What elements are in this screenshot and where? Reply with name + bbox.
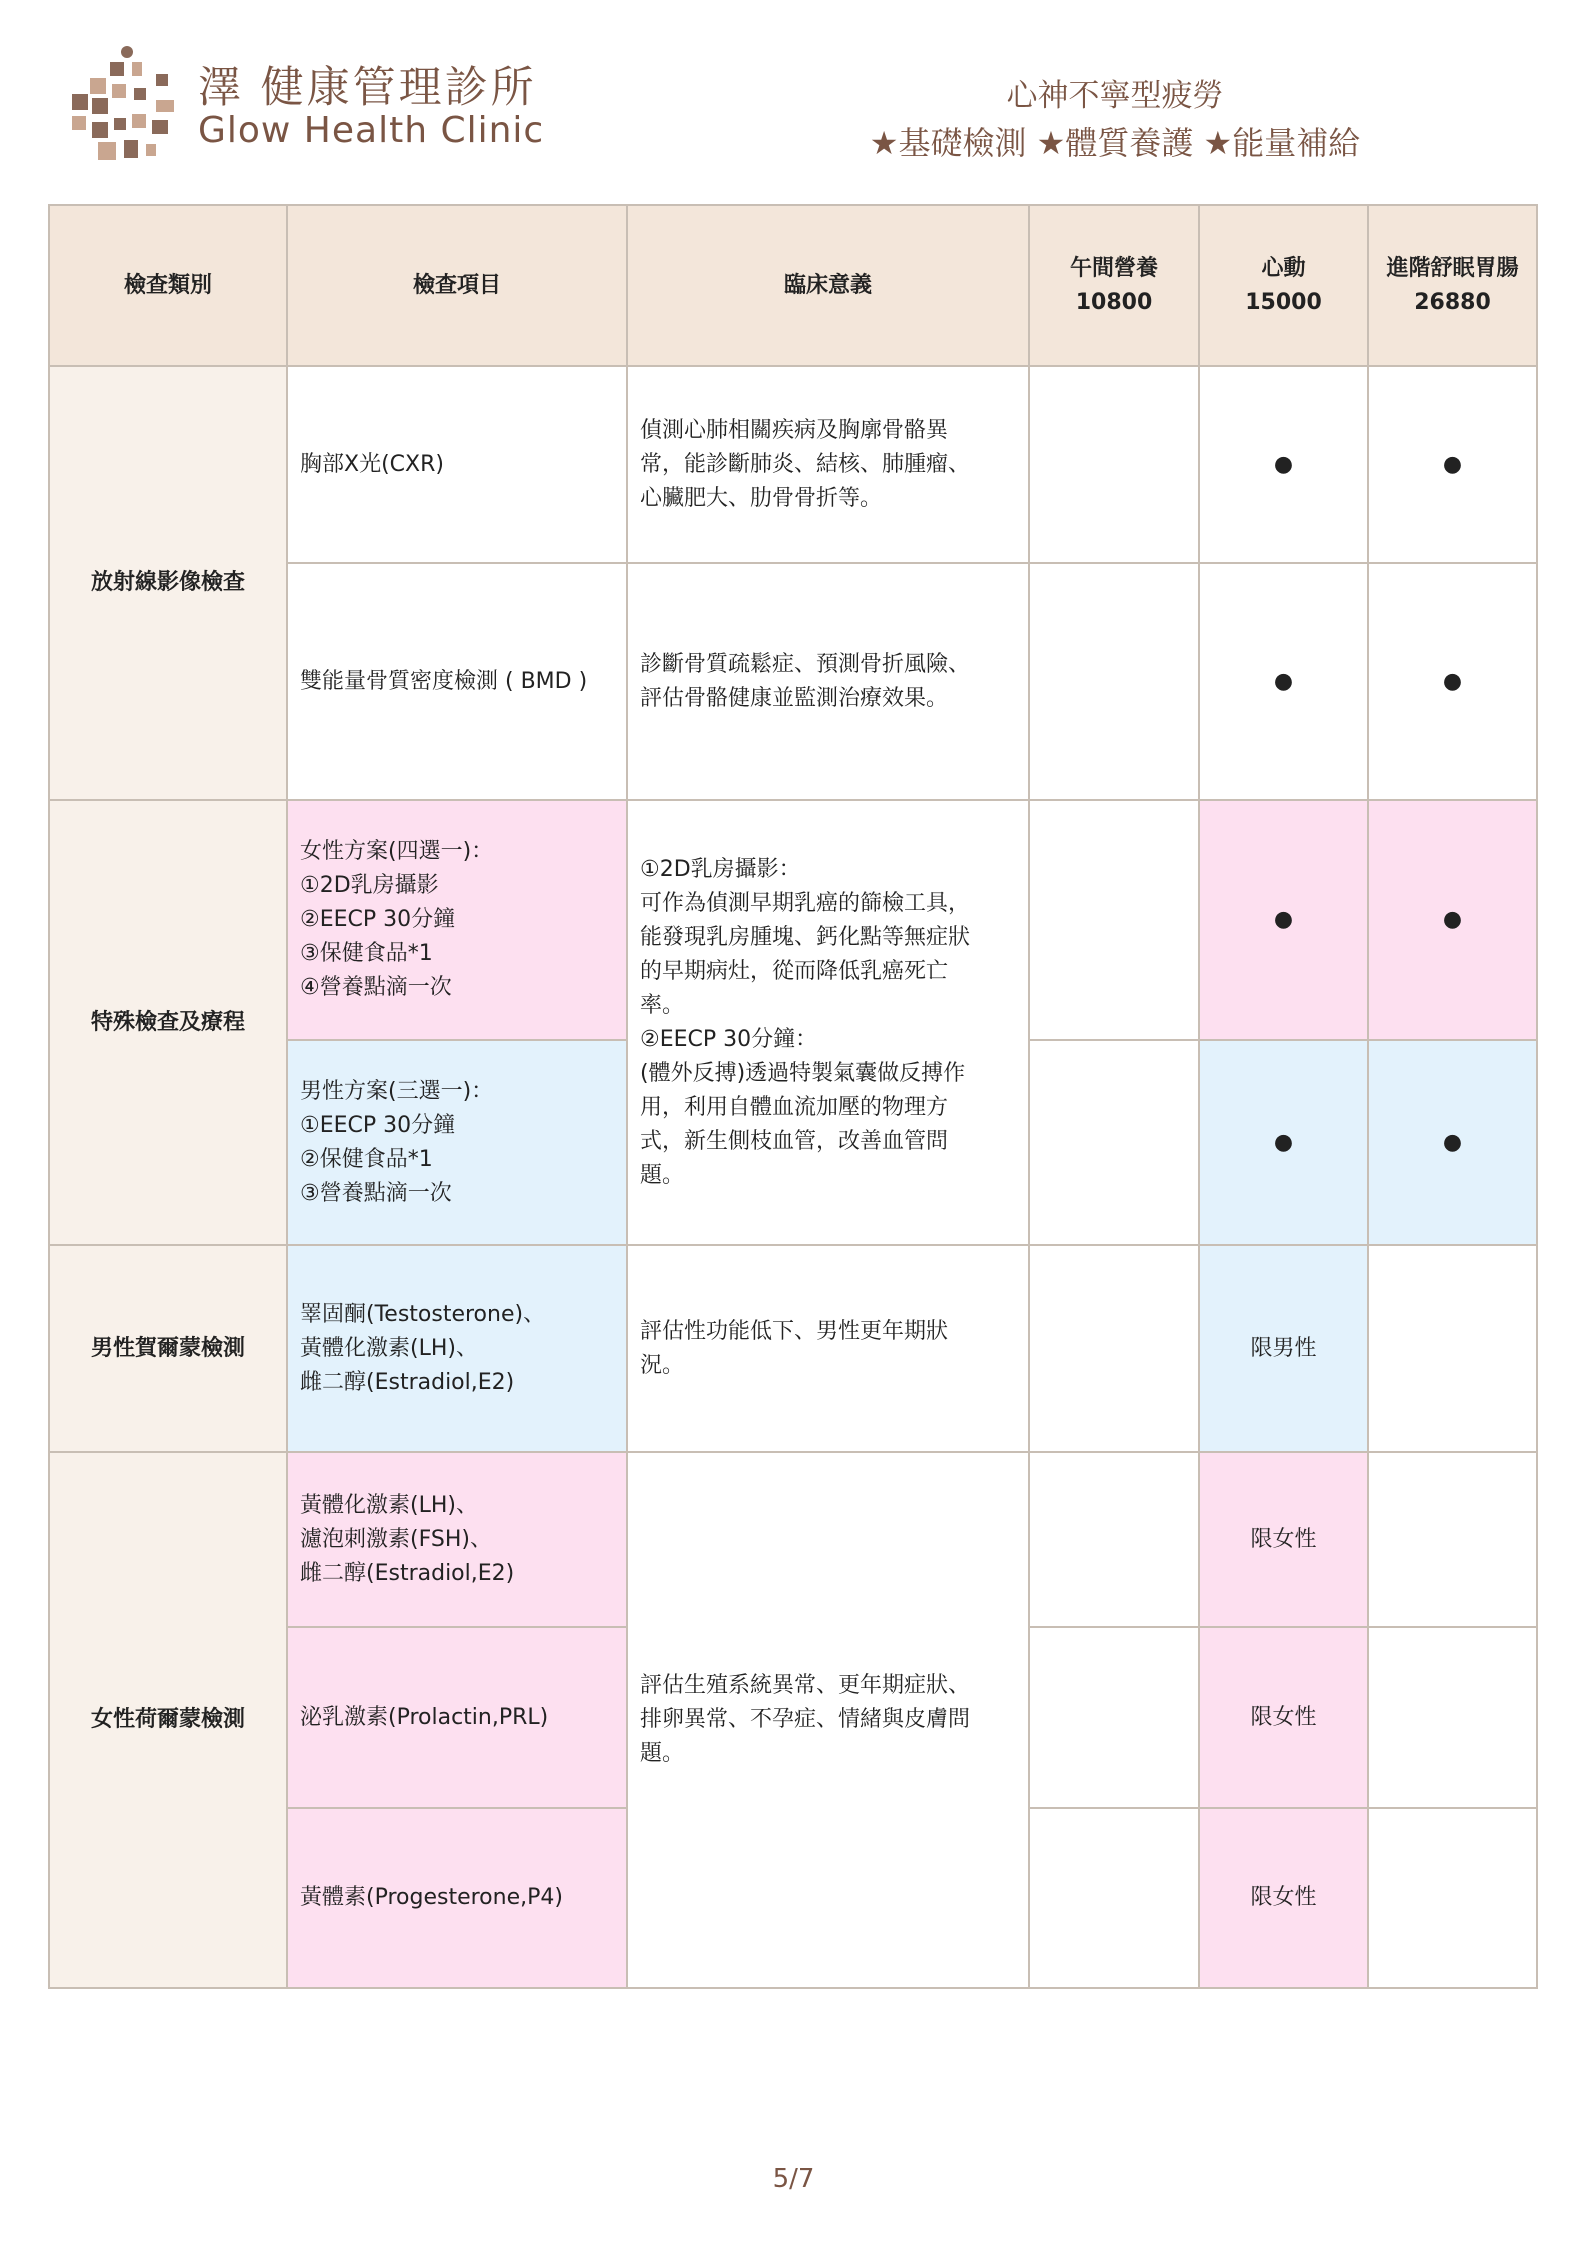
item-female-plan: 女性方案(四選一)： ①2D乳房攝影 ②EECP 30分鐘 ③保健食品*1 ④營養點滴一次 — [287, 800, 627, 1040]
item-male-plan: 男性方案(三選一)： ①EECP 30分鐘 ②保健食品*1 ③營養點滴一次 — [287, 1040, 627, 1245]
female-hormone-2-pkg2-label: 限女性 — [1199, 1627, 1368, 1808]
category-male-hormone: 男性賀爾蒙檢測 — [49, 1245, 287, 1452]
female-plan-pkg2-dot: ● — [1199, 800, 1368, 1040]
male-hormone-pkg3-cell — [1368, 1245, 1537, 1452]
plan-title: 心神不寧型疲勞 — [1006, 78, 1224, 114]
female-hormone-3-pkg2-label: 限女性 — [1199, 1808, 1368, 1988]
female-hormone-3-pkg3-cell — [1368, 1808, 1537, 1988]
clinic-name-cn: 澤 健康管理診所 — [198, 63, 537, 113]
female-hormone-2-pkg3-cell — [1368, 1627, 1537, 1808]
male-hormone-pkg2-label: 限男性 — [1199, 1245, 1368, 1452]
table-header-row — [49, 205, 1537, 366]
meaning-male-hormone: 評估性功能低下、男性更年期狀 況。 — [627, 1245, 1029, 1452]
female-plan-pkg3-dot: ● — [1368, 800, 1537, 1040]
category-radiology: 放射線影像檢查 — [49, 366, 287, 800]
plan-subtitle: ★基礎檢測 ★體質養護 ★能量補給 — [869, 124, 1361, 162]
package-name: 心動 — [1261, 255, 1306, 281]
meaning-cxr: 偵測心肺相關疾病及胸廓骨骼異 常，能診斷肺炎、結核、肺腫瘤、 心臟肥大、肋骨骨折等。 — [627, 366, 1029, 563]
package-price: 10800 — [1075, 289, 1153, 315]
female-hormone-1-pkg1-cell — [1029, 1452, 1199, 1627]
female-hormone-1-pkg3-cell — [1368, 1452, 1537, 1627]
table-row — [49, 1452, 1537, 1627]
table-row — [49, 1245, 1537, 1452]
item-female-hormone-2: 泌乳激素(Prolactin,PRL) — [287, 1627, 627, 1808]
exam-table — [48, 204, 1538, 1989]
male-plan-pkg2-dot: ● — [1199, 1040, 1368, 1245]
bmd-pkg1-cell — [1029, 563, 1199, 800]
header-package-advanced — [1368, 205, 1537, 366]
package-price: 26880 — [1414, 289, 1491, 315]
header-package-heart — [1199, 205, 1368, 366]
female-hormone-1-pkg2-label: 限女性 — [1199, 1452, 1368, 1627]
male-hormone-pkg1-cell — [1029, 1245, 1199, 1452]
package-name: 午間營養 — [1069, 255, 1158, 281]
package-price: 15000 — [1245, 289, 1322, 315]
meaning-female-hormone: 評估生殖系統異常、更年期症狀、 排卵異常、不孕症、情緒與皮膚問 題。 — [627, 1452, 1029, 1988]
female-hormone-2-pkg1-cell — [1029, 1627, 1199, 1808]
item-male-hormone: 睪固酮(Testosterone)、 黃體化激素(LH)、 雌二醇(Estradiol,E2) — [287, 1245, 627, 1452]
page-header — [0, 0, 1587, 190]
header-category: 檢查類別 — [49, 205, 287, 366]
header-meaning: 臨床意義 — [627, 205, 1029, 366]
header-package-lunch — [1029, 205, 1199, 366]
table-row — [49, 366, 1537, 563]
female-plan-pkg1-cell — [1029, 800, 1199, 1040]
item-female-hormone-1: 黃體化激素(LH)、 濾泡刺激素(FSH)、 雌二醇(Estradiol,E2) — [287, 1452, 627, 1627]
page-number: 5/7 — [772, 2164, 815, 2194]
category-special: 特殊檢查及療程 — [49, 800, 287, 1245]
package-name: 進階舒眠胃腸 — [1386, 255, 1519, 281]
cxr-pkg1-cell — [1029, 366, 1199, 563]
table-row — [49, 800, 1537, 1040]
female-hormone-3-pkg1-cell — [1029, 1808, 1199, 1988]
cxr-pkg3-dot: ● — [1368, 366, 1537, 563]
clinic-logo-icon — [72, 44, 182, 160]
cxr-pkg2-dot: ● — [1199, 366, 1368, 563]
meaning-bmd: 診斷骨質疏鬆症、預測骨折風險、 評估骨骼健康並監測治療效果。 — [627, 563, 1029, 800]
header-item: 檢查項目 — [287, 205, 627, 366]
meaning-special: ①2D乳房攝影： 可作為偵測早期乳癌的篩檢工具， 能發現乳房腫塊、鈣化點等無症狀 的早期病灶，從而降低乳癌死亡 率。 ②EECP 30分鐘： (體外反搏)透過特製氣囊做反搏作 用，利用自體血流加壓的物理方 式，新生側枝血管，改善血管問 題。 — [627, 800, 1029, 1245]
item-cxr: 胸部X光(CXR) — [287, 366, 627, 563]
clinic-name-en: Glow Health Clinic — [198, 110, 545, 151]
item-female-hormone-3: 黃體素(Progesterone,P4) — [287, 1808, 627, 1988]
item-bmd: 雙能量骨質密度檢測 ( BMD ) — [287, 563, 627, 800]
category-female-hormone: 女性荷爾蒙檢測 — [49, 1452, 287, 1988]
bmd-pkg2-dot: ● — [1199, 563, 1368, 800]
male-plan-pkg1-cell — [1029, 1040, 1199, 1245]
male-plan-pkg3-dot: ● — [1368, 1040, 1537, 1245]
bmd-pkg3-dot: ● — [1368, 563, 1537, 800]
